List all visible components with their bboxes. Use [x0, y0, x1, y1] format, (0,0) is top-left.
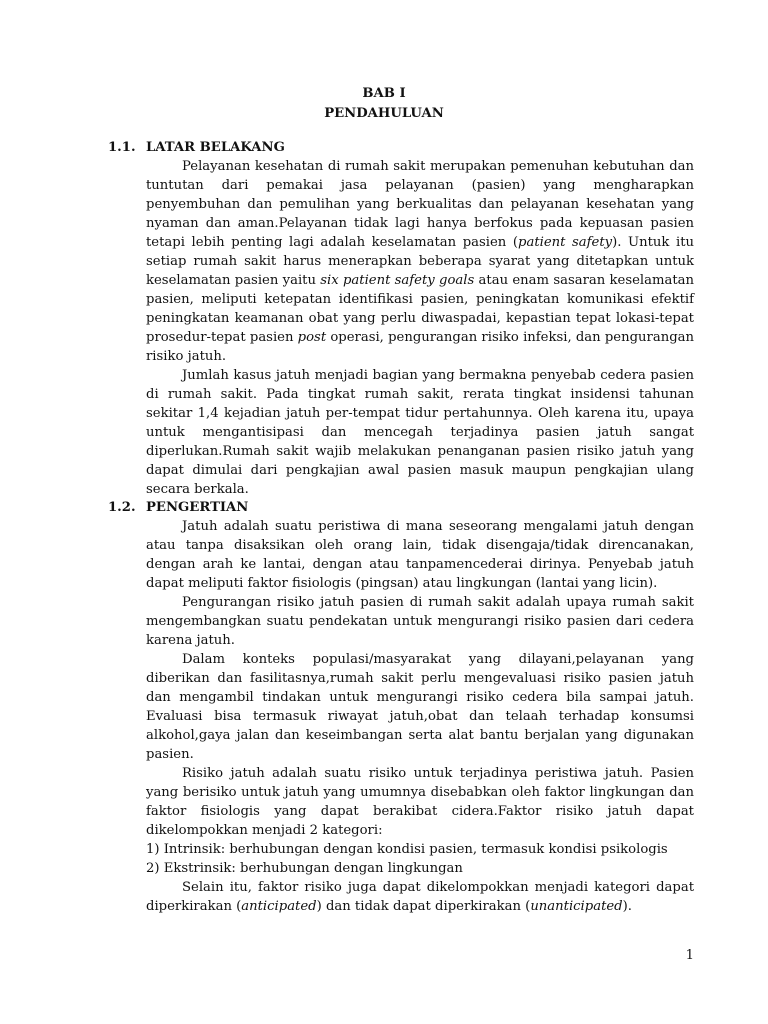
paragraph: Jatuh adalah suatu peristiwa di mana seseorang mengalami jatuh dengan atau tanpa disaksikan oleh orang lain, tidak disengaja/tidak direncanakan, dengan arah ke lantai, dengan atau tanpamencederai dirinya. Penyebab jatuh dapat meliputi faktor fisiologis (pingsan) atau lingkungan (lantai yang licin).	[146, 519, 694, 591]
paragraph: Dalam konteks populasi/masyarakat yang dilayani,pelayanan yang diberikan dan fasilitasnya,rumah sakit perlu mengevaluasi risiko pasien jatuh dan mengambil tindakan untuk mengurangi risiko cedera bila sampai jatuh. Evaluasi bisa termasuk riwayat jatuh,obat dan telaah terhadap konsumsi alkohol,gaya jalan dan keseimbangan serta alat bantu berjalan yang digunakan pasien.	[146, 652, 694, 762]
section-title: LATAR BELAKANG	[146, 140, 285, 155]
chapter-label: BAB I	[362, 86, 406, 101]
paragraph: Risiko jatuh adalah suatu risiko untuk terjadinya peristiwa jatuh. Pasien yang berisiko untuk jatuh yang umumnya disebabkan oleh faktor lingkungan dan faktor fisiologis yang dapat berakibat cidera.Faktor risiko jatuh dapat dikelompokkan menjadi 2 kategori:	[146, 766, 694, 838]
section-body-pengertian	[146, 517, 694, 916]
paragraph: Jumlah kasus jatuh menjadi bagian yang bermakna penyebab cedera pasien di rumah sakit. Pada tingkat rumah sakit, rerata tingkat insidensi tahunan sekitar 1,4 kejadian jatuh per-tempat tidur pertahunnya. Oleh karena itu, upaya untuk mengantisipasi dan mencegah terjadinya pasien jatuh sangat diperlukan.Rumah sakit wajib melakukan penanganan pasien risiko jatuh yang dapat dimulai dari pengkajian awal pasien masuk maupun pengkajian ulang secara berkala.	[146, 368, 694, 497]
chapter-title: PENDAHULUAN	[324, 106, 444, 121]
section-number: 1.1.	[108, 140, 136, 155]
page-number: 1	[685, 948, 694, 963]
paragraph: Pelayanan kesehatan di rumah sakit merupakan pemenuhan kebutuhan dan tuntutan dari pemakai jasa pelayanan (pasien) yang mengharapkan penyembuhan dan pemulihan yang berkualitas dan pelayanan kesehatan yang nyaman dan aman.Pelayanan tidak lagi hanya berfokus pada kepuasan pasien tetapi lebih penting lagi adalah keselamatan pasien (patient safety). Untuk itu setiap rumah sakit harus menerapkan beberapa syarat yang ditetapkan untuk keselamatan pasien yaitu six patient safety goals atau enam sasaran keselamatan pasien, meliputi ketepatan identifikasi pasien, peningkatan komunikasi efektif peningkatan keamanan obat yang perlu diwaspadai, kepastian tepat lokasi-tepat prosedur-tepat pasien post operasi, pengurangan risiko infeksi, dan pengurangan risiko jatuh.	[146, 159, 694, 364]
paragraph: Pengurangan risiko jatuh pasien di rumah sakit adalah upaya rumah sakit mengembangkan suatu pendekatan untuk mengurangi risiko pasien dari cedera karena jatuh.	[146, 595, 694, 648]
list-item: 1) Intrinsik: berhubungan dengan kondisi pasien, termasuk kondisi psikologis	[146, 842, 668, 857]
section-heading-pengertian	[108, 498, 708, 517]
paragraph: Selain itu, faktor risiko juga dapat dikelompokkan menjadi kategori dapat diperkirakan (anticipated) dan tidak dapat diperkirakan (unanticipated).	[146, 880, 694, 914]
section-heading-latar-belakang	[108, 138, 708, 157]
chapter-header	[0, 84, 768, 124]
list-item: 2) Ekstrinsik: berhubungan dengan lingkungan	[146, 861, 463, 876]
section-body-latar-belakang	[146, 157, 694, 499]
section-number: 1.2.	[108, 500, 136, 515]
section-title: PENGERTIAN	[146, 500, 249, 515]
